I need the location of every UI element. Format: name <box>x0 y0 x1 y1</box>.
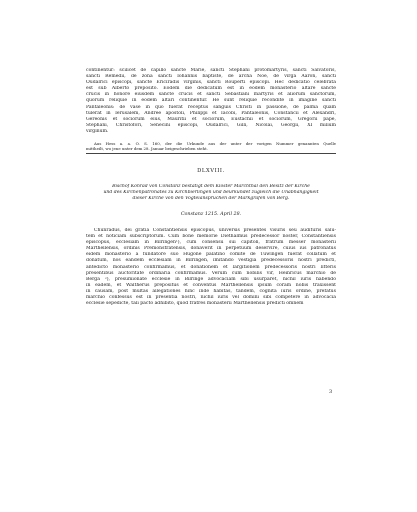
continuation-line: Pantaleonis: de vase in quo fuerat receptus sanguis Christi in passione, de palma quam <box>86 104 336 110</box>
document-heading <box>86 184 336 202</box>
heading-line: und des Kirchenpatronates zu Kirchbierlingen und beurkundet zugleich die Unabhängigkeit <box>103 190 319 196</box>
continuation-text <box>86 68 336 135</box>
body-line: tem et noticiam subscriptorum. Cum bone memorie Diethalmus predecessor noster, Constantiensis <box>86 234 336 240</box>
body-line: marchio confessus est in presentia nostri, nichil iuris vel domini sibi competere in advocacia <box>86 295 336 301</box>
continuation-line: Gereonis et sociorum eius, Mauritii et sociorum, Eustachii et sociorum, Gregorii pape, <box>86 116 336 122</box>
page-number: 3 <box>329 389 333 395</box>
continuation-line: sancti Remedii, de zona sancti Iohannis baptiste, de archa Noe, de virga Aaron, sancti <box>86 74 336 80</box>
body-line: episcopus, ecclesiam in Bilringen¹), cum consensu sui capitoli, fratrum messer monasterii <box>86 240 336 246</box>
body-line: in causam, post multas allegationes hinc inde habitas, tandem, cognita iuris ordine, prefatus <box>86 288 336 294</box>
body-line: Berga ²), presumionate ecclesie in Bilringe advocaciam sibi usurparet, nichil iuris habendo <box>86 276 336 282</box>
document-body <box>86 228 336 307</box>
continuation-line: Oudalrici episcopi, sancte Ericiradis virginis, sancti Rouperti episcopi. Hec dedicatio celebrata <box>86 80 336 86</box>
heading-line: dieser Kirche von den Vogteiansprüchen der Markgrafen von Berg. <box>132 196 290 202</box>
continuation-line: Stephani, Christofori, Senecini episcopi, Oudalrici, Gilli, Nicolai, Georgii, XI milium <box>86 122 336 128</box>
body-line: antedicto monasterio confirmamus, et donationem et largitionem predecessoris nostri litteris <box>86 264 336 270</box>
continuation-line: est sub Alberto preposito. Eodem die dedicatum est in eodem monasterio altare sancte <box>86 86 336 92</box>
continuation-line: crucis in honore eiusdem sancte crucis et sancti Sebastiani martyris et aliorum sanctorum, <box>86 92 336 98</box>
footnote-line: Aus Hess a. a. O. S. 160, der die Urkunde aus der unter der vorigen Nummer genannten Quelle <box>94 141 336 146</box>
continuation-line: continentur: scilicet de capillo sancte Marie, sancti Stephani protomartyris, sancti Salvatoris, <box>86 68 336 73</box>
heading-line: Bischof Konrad von Constanz bestätigt dem Kloster Marchthal den Besitz der Kirche <box>112 184 310 189</box>
footnote-line: mittheilt, wo jene unter dem 28. Januar beigeschrieben steht. <box>86 146 208 152</box>
body-line: presentibus auctoritate ordinaria confirmamus. Verum cum nobilis vir, Heinricus marchio de <box>86 270 336 276</box>
body-line: Chunradus, dei gratia Constantiensis episcopus, universis presentes visuris seu audituris salu- <box>94 228 336 233</box>
body-line: Marthellensis, ordinis Premonstratensis, donaverit in perpetuum deservire, cuius ius patronatus <box>86 246 336 252</box>
document-number: DLXVIII. <box>197 168 225 174</box>
body-line: eidem monasterio a fundatore suo Hugone palatino comite de Tuwingen fuerat collatum et <box>86 252 336 258</box>
body-line: in eadem, et Waltherus prepositus et conventus Marthellensis ipsum coram nobis traxissent <box>86 282 336 288</box>
continuation-line: tulerat in Ierusalem, Andree apostoli, Philippi et Iacobi, Pantaleonis, Constancii et Alexandri, <box>86 110 336 116</box>
continuation-line: virginum. <box>86 128 109 134</box>
body-line: ecclesie sepedicte, tali pacto adhibito, quod fratres monasterii Marthellensis predicti omnem <box>86 301 304 307</box>
body-line: donatum, nos eandem ecclesiam in Bilringen, imitando vestigia predecessoris nostri predicti, <box>86 258 336 264</box>
footnote <box>86 141 336 151</box>
section-rule <box>86 153 336 154</box>
continuation-line: quorum reliquie in eodem altari continentur. He sunt reliquie recondite in imagine sancti <box>86 98 336 104</box>
date-line: Constanz 1215. April 28. <box>180 212 242 217</box>
